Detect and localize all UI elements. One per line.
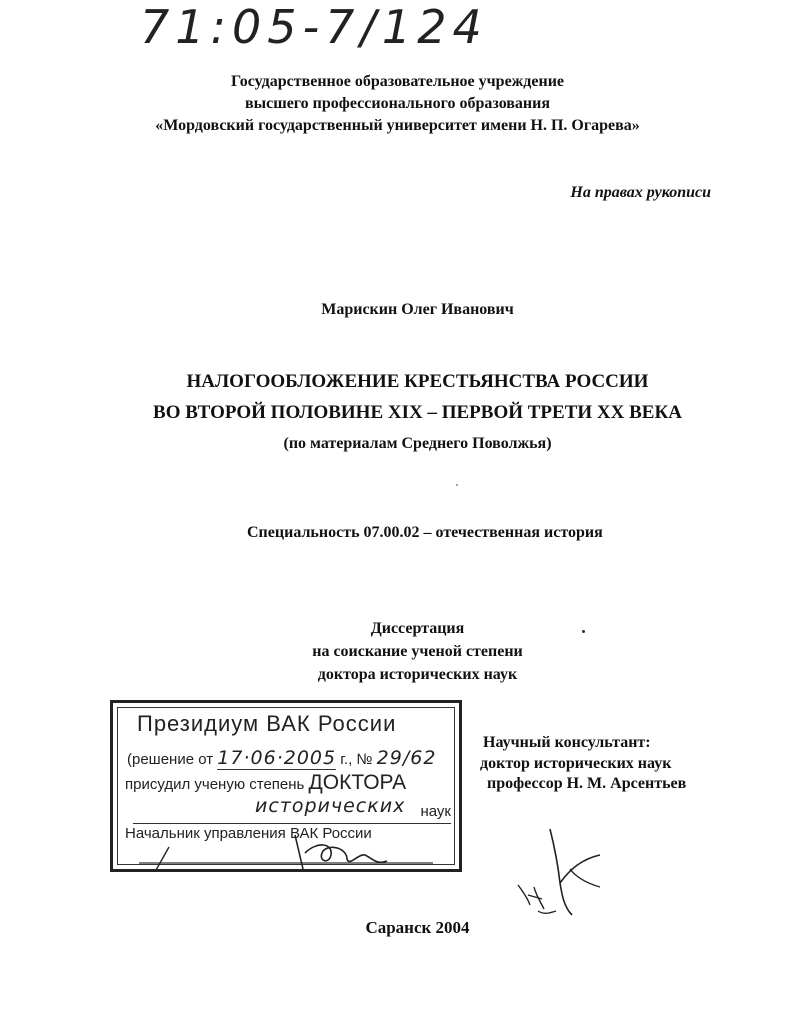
stamp-awarded-degree: ДОКТОРА: [308, 771, 407, 794]
manuscript-note: На правах рукописи: [570, 184, 711, 201]
title-subtitle: (по материалам Среднего Поволжья): [283, 435, 552, 452]
dissertation-line-1: Диссертация: [370, 620, 465, 637]
consultant-line-3: профессор Н. М. Арсентьев: [487, 775, 687, 792]
title-line-2: ВО ВТОРОЙ ПОЛОВИНЕ XIX – ПЕРВОЙ ТРЕТИ XX ВЕКА: [153, 402, 682, 423]
dissertation-line-2: на соискание ученой степени: [312, 643, 523, 660]
specialty: Специальность 07.00.02 – отечественная история: [247, 524, 603, 541]
consultant-line-2: доктор исторических наук: [480, 755, 672, 772]
institution-line-3: «Мордовский государственный университет имени Н. П. Огарева»: [155, 117, 640, 134]
stamp-field-row: [133, 795, 451, 824]
handwritten-mark: [510, 825, 610, 920]
stamp-awarded-row: [125, 771, 406, 795]
stamp-chief-label: Начальник управления ВАК России: [125, 825, 372, 842]
institution-line-2: высшего профессионального образования: [244, 95, 551, 112]
stamp-decision-date: 17·06·2005: [217, 747, 337, 769]
dissertation-line-3: доктора исторических наук: [317, 666, 518, 683]
consultant-line-1: Научный консультант:: [483, 734, 651, 751]
speck: [582, 630, 585, 633]
stamp-decision-number: 29/62: [376, 747, 437, 769]
institution-line-1: Государственное образовательное учреждение: [230, 73, 565, 90]
stamp-field-handwritten: исторических: [255, 795, 406, 817]
vak-stamp: [110, 700, 462, 872]
author-name: Марискин Олег Иванович: [321, 301, 514, 318]
stamp-header: Президиум ВАК России: [137, 711, 397, 736]
city-year: Саранск 2004: [365, 918, 470, 937]
stamp-signature: [133, 827, 453, 871]
stamp-decision-prefix: (решение от: [127, 751, 214, 768]
speck: [456, 484, 458, 486]
stamp-decision-mid: г., №: [340, 751, 373, 768]
stamp-field-suffix: наук: [420, 803, 451, 820]
title-line-1: НАЛОГООБЛОЖЕНИЕ КРЕСТЬЯНСТВА РОССИИ: [186, 371, 649, 392]
stamp-awarded-prefix: присудил ученую степень: [125, 776, 305, 793]
archive-number: 71:05-7/124: [140, 0, 488, 54]
stamp-decision-row: [127, 747, 436, 769]
